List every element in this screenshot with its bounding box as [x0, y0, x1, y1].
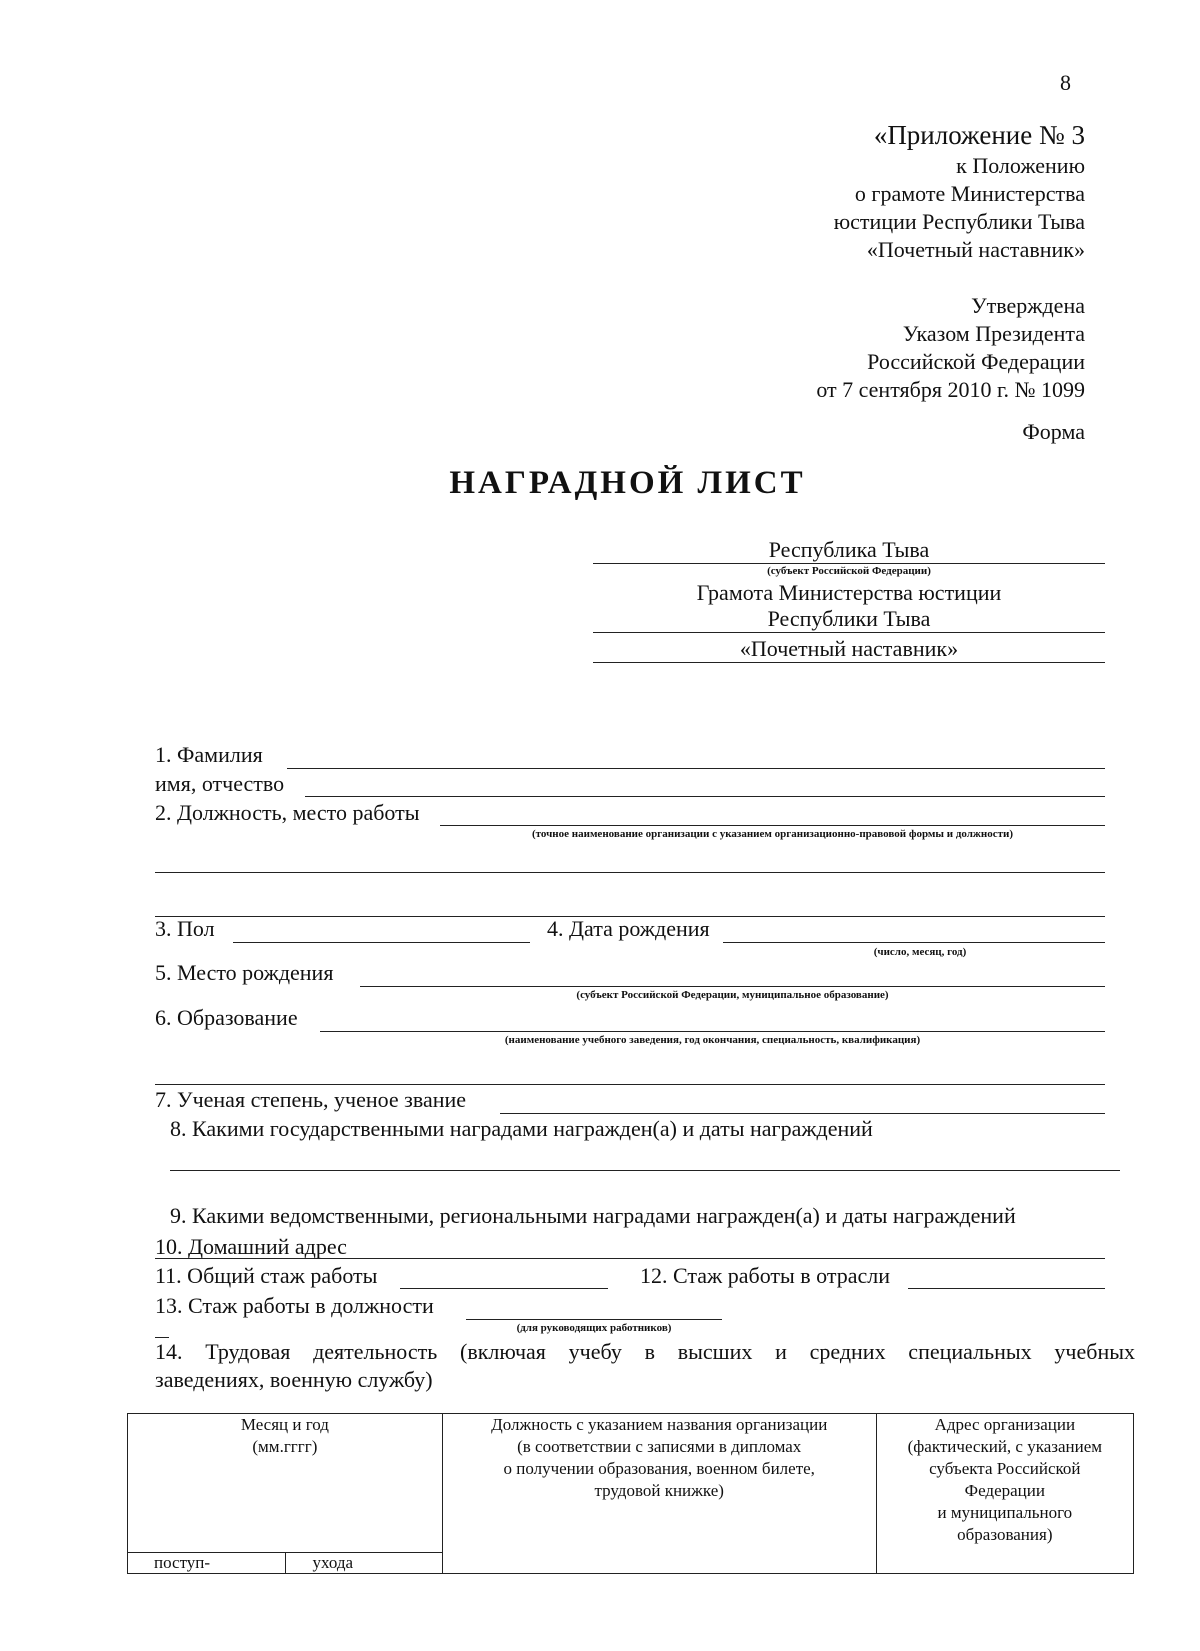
- education-hint: (наименование учебного заведения, год окончания, специальность, квалификация): [504, 1034, 921, 1046]
- appendix-line: юстиции Республики Тыва: [833, 209, 1085, 234]
- appendix-line: «Почетный наставник»: [866, 237, 1085, 262]
- birth-date-hint: (число, месяц, год): [873, 946, 967, 958]
- birth-place-label: 5. Место рождения: [155, 960, 334, 985]
- home-address-field[interactable]: [155, 1258, 1105, 1259]
- state-awards-field[interactable]: [170, 1170, 1120, 1171]
- sex-field[interactable]: [233, 942, 530, 943]
- header-text: (мм.гггг): [252, 1437, 318, 1456]
- award-line-3: «Почетный наставник»: [739, 636, 959, 661]
- sex-label: 3. Пол: [155, 916, 215, 941]
- education-field-line-2[interactable]: [155, 1084, 1105, 1085]
- dept-awards-label: 9. Какими ведомственными, региональными наградами награжден(а) и даты награждений: [170, 1203, 1016, 1228]
- approval-block: [816, 292, 1085, 404]
- form-title-wrap: [0, 465, 1200, 502]
- total-experience-label: 11. Общий стаж работы: [155, 1263, 378, 1288]
- header-text: и муниципального: [937, 1503, 1073, 1522]
- industry-experience-field[interactable]: [908, 1288, 1105, 1289]
- surname-label: 1. Фамилия: [155, 742, 263, 767]
- col-month-year-header: [128, 1414, 443, 1553]
- appendix-block: [834, 118, 1085, 264]
- work-activity-line-1: 14. Трудовая деятельность (включая учебу в высших и средних специальных учебных: [155, 1339, 1135, 1364]
- header-text: о получении образования, военном билете,: [503, 1459, 815, 1478]
- work-activity-line-2: заведениях, военную службу): [155, 1367, 433, 1392]
- approval-line: от 7 сентября 2010 г. № 1099: [816, 377, 1085, 402]
- subject-name: Республика Тыва: [768, 537, 930, 562]
- education-label: 6. Образование: [155, 1005, 298, 1030]
- approval-line: Российской Федерации: [867, 349, 1085, 374]
- work-activity-paragraph: [155, 1338, 1135, 1394]
- education-field[interactable]: [320, 1031, 1105, 1032]
- position-field-line-2[interactable]: [155, 872, 1105, 873]
- position-experience-field[interactable]: [466, 1319, 722, 1320]
- position-label: 2. Должность, место работы: [155, 800, 420, 825]
- approval-line: Указом Президента: [902, 321, 1085, 346]
- award-underline-1: [593, 632, 1105, 633]
- position-experience-label: 13. Стаж работы в должности: [155, 1293, 434, 1318]
- birth-date-label: 4. Дата рождения: [547, 916, 710, 941]
- header-text: (фактический, с указанием: [907, 1437, 1103, 1456]
- appendix-line: к Положению: [956, 153, 1085, 178]
- col-position-header: [442, 1414, 876, 1574]
- birth-date-field[interactable]: [723, 942, 1105, 943]
- header-text: Должность с указанием названия организации: [491, 1415, 828, 1434]
- industry-experience-label: 12. Стаж работы в отрасли: [640, 1263, 891, 1288]
- position-experience-hint: (для руководящих работников): [516, 1322, 672, 1334]
- position-hint: (точное наименование организации с указанием организационно-правовой формы и должности): [531, 828, 1014, 840]
- subject-hint: (субъект Российской Федерации): [767, 565, 931, 577]
- subject-underline: [593, 563, 1105, 564]
- state-awards-label: 8. Какими государственными наградами награжден(а) и даты награждений: [170, 1116, 873, 1141]
- appendix-title: «Приложение № 3: [873, 120, 1085, 150]
- header-text: (в соответствии с записями в дипломах: [517, 1437, 802, 1456]
- degree-field[interactable]: [500, 1113, 1105, 1114]
- home-address-label: 10. Домашний адрес: [155, 1234, 347, 1259]
- surname-field[interactable]: [287, 768, 1105, 769]
- form-label: Форма: [1022, 419, 1085, 444]
- sub-col-leave: ухода: [286, 1553, 442, 1574]
- sub-col-entry: поступ-: [128, 1553, 286, 1574]
- work-activity-table: [127, 1413, 1134, 1574]
- form-title: НАГРАДНОЙ ЛИСТ: [449, 465, 806, 501]
- name-field[interactable]: [305, 796, 1105, 797]
- name-label: имя, отчество: [155, 771, 285, 796]
- degree-label: 7. Ученая степень, ученое звание: [155, 1087, 467, 1112]
- birth-place-field[interactable]: [360, 986, 1105, 987]
- position-field[interactable]: [440, 825, 1105, 826]
- approval-line: Утверждена: [971, 293, 1085, 318]
- birth-place-hint: (субъект Российской Федерации, муниципальное образование): [576, 989, 889, 1001]
- total-experience-field[interactable]: [400, 1288, 608, 1289]
- header-text: субъекта Российской: [929, 1459, 1081, 1478]
- award-line-1: Грамота Министерства юстиции: [696, 580, 1002, 605]
- header-text: образования): [957, 1525, 1053, 1544]
- header-text: Месяц и год: [240, 1415, 329, 1434]
- page-number: 8: [1060, 70, 1071, 95]
- header-text: Адрес организации: [934, 1415, 1076, 1434]
- award-line-2: Республики Тыва: [767, 606, 931, 631]
- header-text: Федерации: [964, 1481, 1045, 1500]
- award-underline-2: [593, 662, 1105, 663]
- appendix-line: о грамоте Министерства: [854, 181, 1085, 206]
- col-address-header: [876, 1414, 1133, 1574]
- header-text: трудовой книжке): [594, 1481, 724, 1500]
